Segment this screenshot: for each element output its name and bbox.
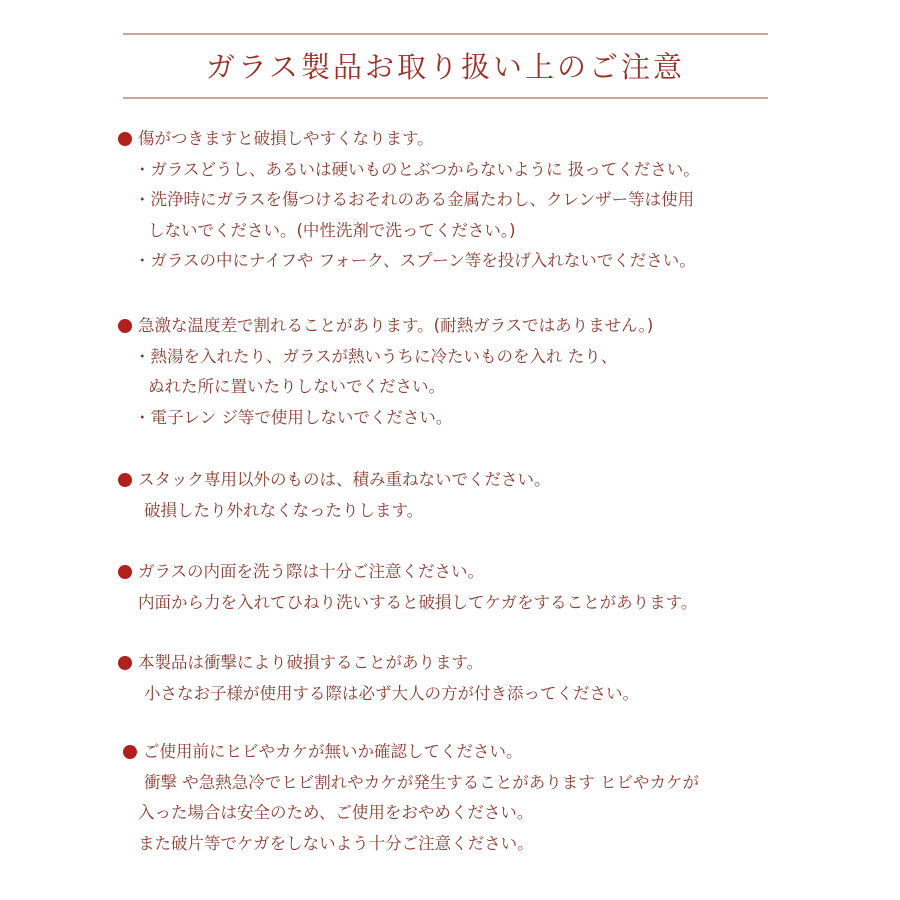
section-line: しないでください。(中性洗剤で洗ってください。) — [148, 220, 516, 240]
section-line: ぬれた所に置いたりしないでください。 — [148, 377, 445, 396]
section-line: ・洗浄時にガラスを傷つけるおそれのある金属たわし、クレンザー等は使用 — [134, 190, 695, 209]
section-heading-text: ガラスの内面を洗う際は十分ご注意ください。 — [138, 562, 485, 581]
caution-section-washing — [118, 557, 818, 618]
caution-section-scratches — [118, 124, 818, 277]
section-line: ・ガラスどうし、あるいは硬いものとぶつからないように 扱ってください。 — [134, 159, 700, 179]
section-line: 小さなお子様が使用する際は必ず大人の方が付き添ってください。 — [144, 683, 639, 703]
section-line: ・熱湯を入れたり、ガラスが熱いうちに冷たいものを入れ たり、 — [134, 346, 618, 366]
caution-section-impact — [118, 648, 818, 709]
section-heading-text: 傷がつきますと破損しやすくなります。 — [138, 129, 434, 148]
caution-section-temperature — [118, 311, 818, 433]
section-heading — [118, 557, 818, 588]
bullet-dot-icon — [118, 473, 132, 487]
caution-section-inspection — [118, 737, 818, 859]
section-heading — [118, 311, 818, 342]
section-heading-text: 本製品は衝撃により破損することがあります。 — [138, 653, 484, 672]
section-heading — [118, 124, 818, 155]
section-line: 破損したり外れなくなったりします。 — [144, 500, 424, 520]
bullet-dot-icon — [118, 565, 132, 579]
section-heading — [118, 737, 818, 768]
section-heading-text: 急激な温度差で割れることがあります。(耐熱ガラスではありません。) — [138, 316, 654, 335]
bullet-dot-icon — [118, 319, 132, 333]
section-line: 衝撃 や急熱急冷でヒビ割れやカケが発生することがあります ヒビやカケが — [144, 772, 699, 792]
bullet-dot-icon — [123, 745, 137, 759]
section-heading-text: スタック専用以外のものは、積み重ねないでください。 — [138, 470, 551, 489]
section-line: ・ガラスの中にナイフや フォーク、スプーン等を投げ入れないでください。 — [134, 251, 696, 270]
bullet-dot-icon — [118, 132, 132, 146]
title-bottom-rule — [123, 97, 768, 99]
bullet-dot-icon — [118, 656, 132, 670]
section-line: 内面から力を入れてひねり洗いすると破損してケガをすることがあります。 — [138, 592, 698, 612]
caution-section-stacking — [118, 465, 818, 526]
section-heading — [118, 648, 818, 679]
section-line: ・電子レン ジ等で使用しないでください。 — [134, 407, 453, 427]
section-heading — [118, 465, 818, 496]
page-title: ガラス製品お取り扱い上のご注意 — [205, 50, 686, 84]
section-line: 入った場合は安全のため、ご使用をおやめください。 — [138, 803, 534, 822]
title-top-rule — [123, 33, 768, 35]
section-line: また破片等でケガをしないよう十分ご注意ください。 — [138, 833, 534, 853]
section-heading-text: ご使用前にヒビやカケが無いか確認してください。 — [143, 742, 523, 761]
